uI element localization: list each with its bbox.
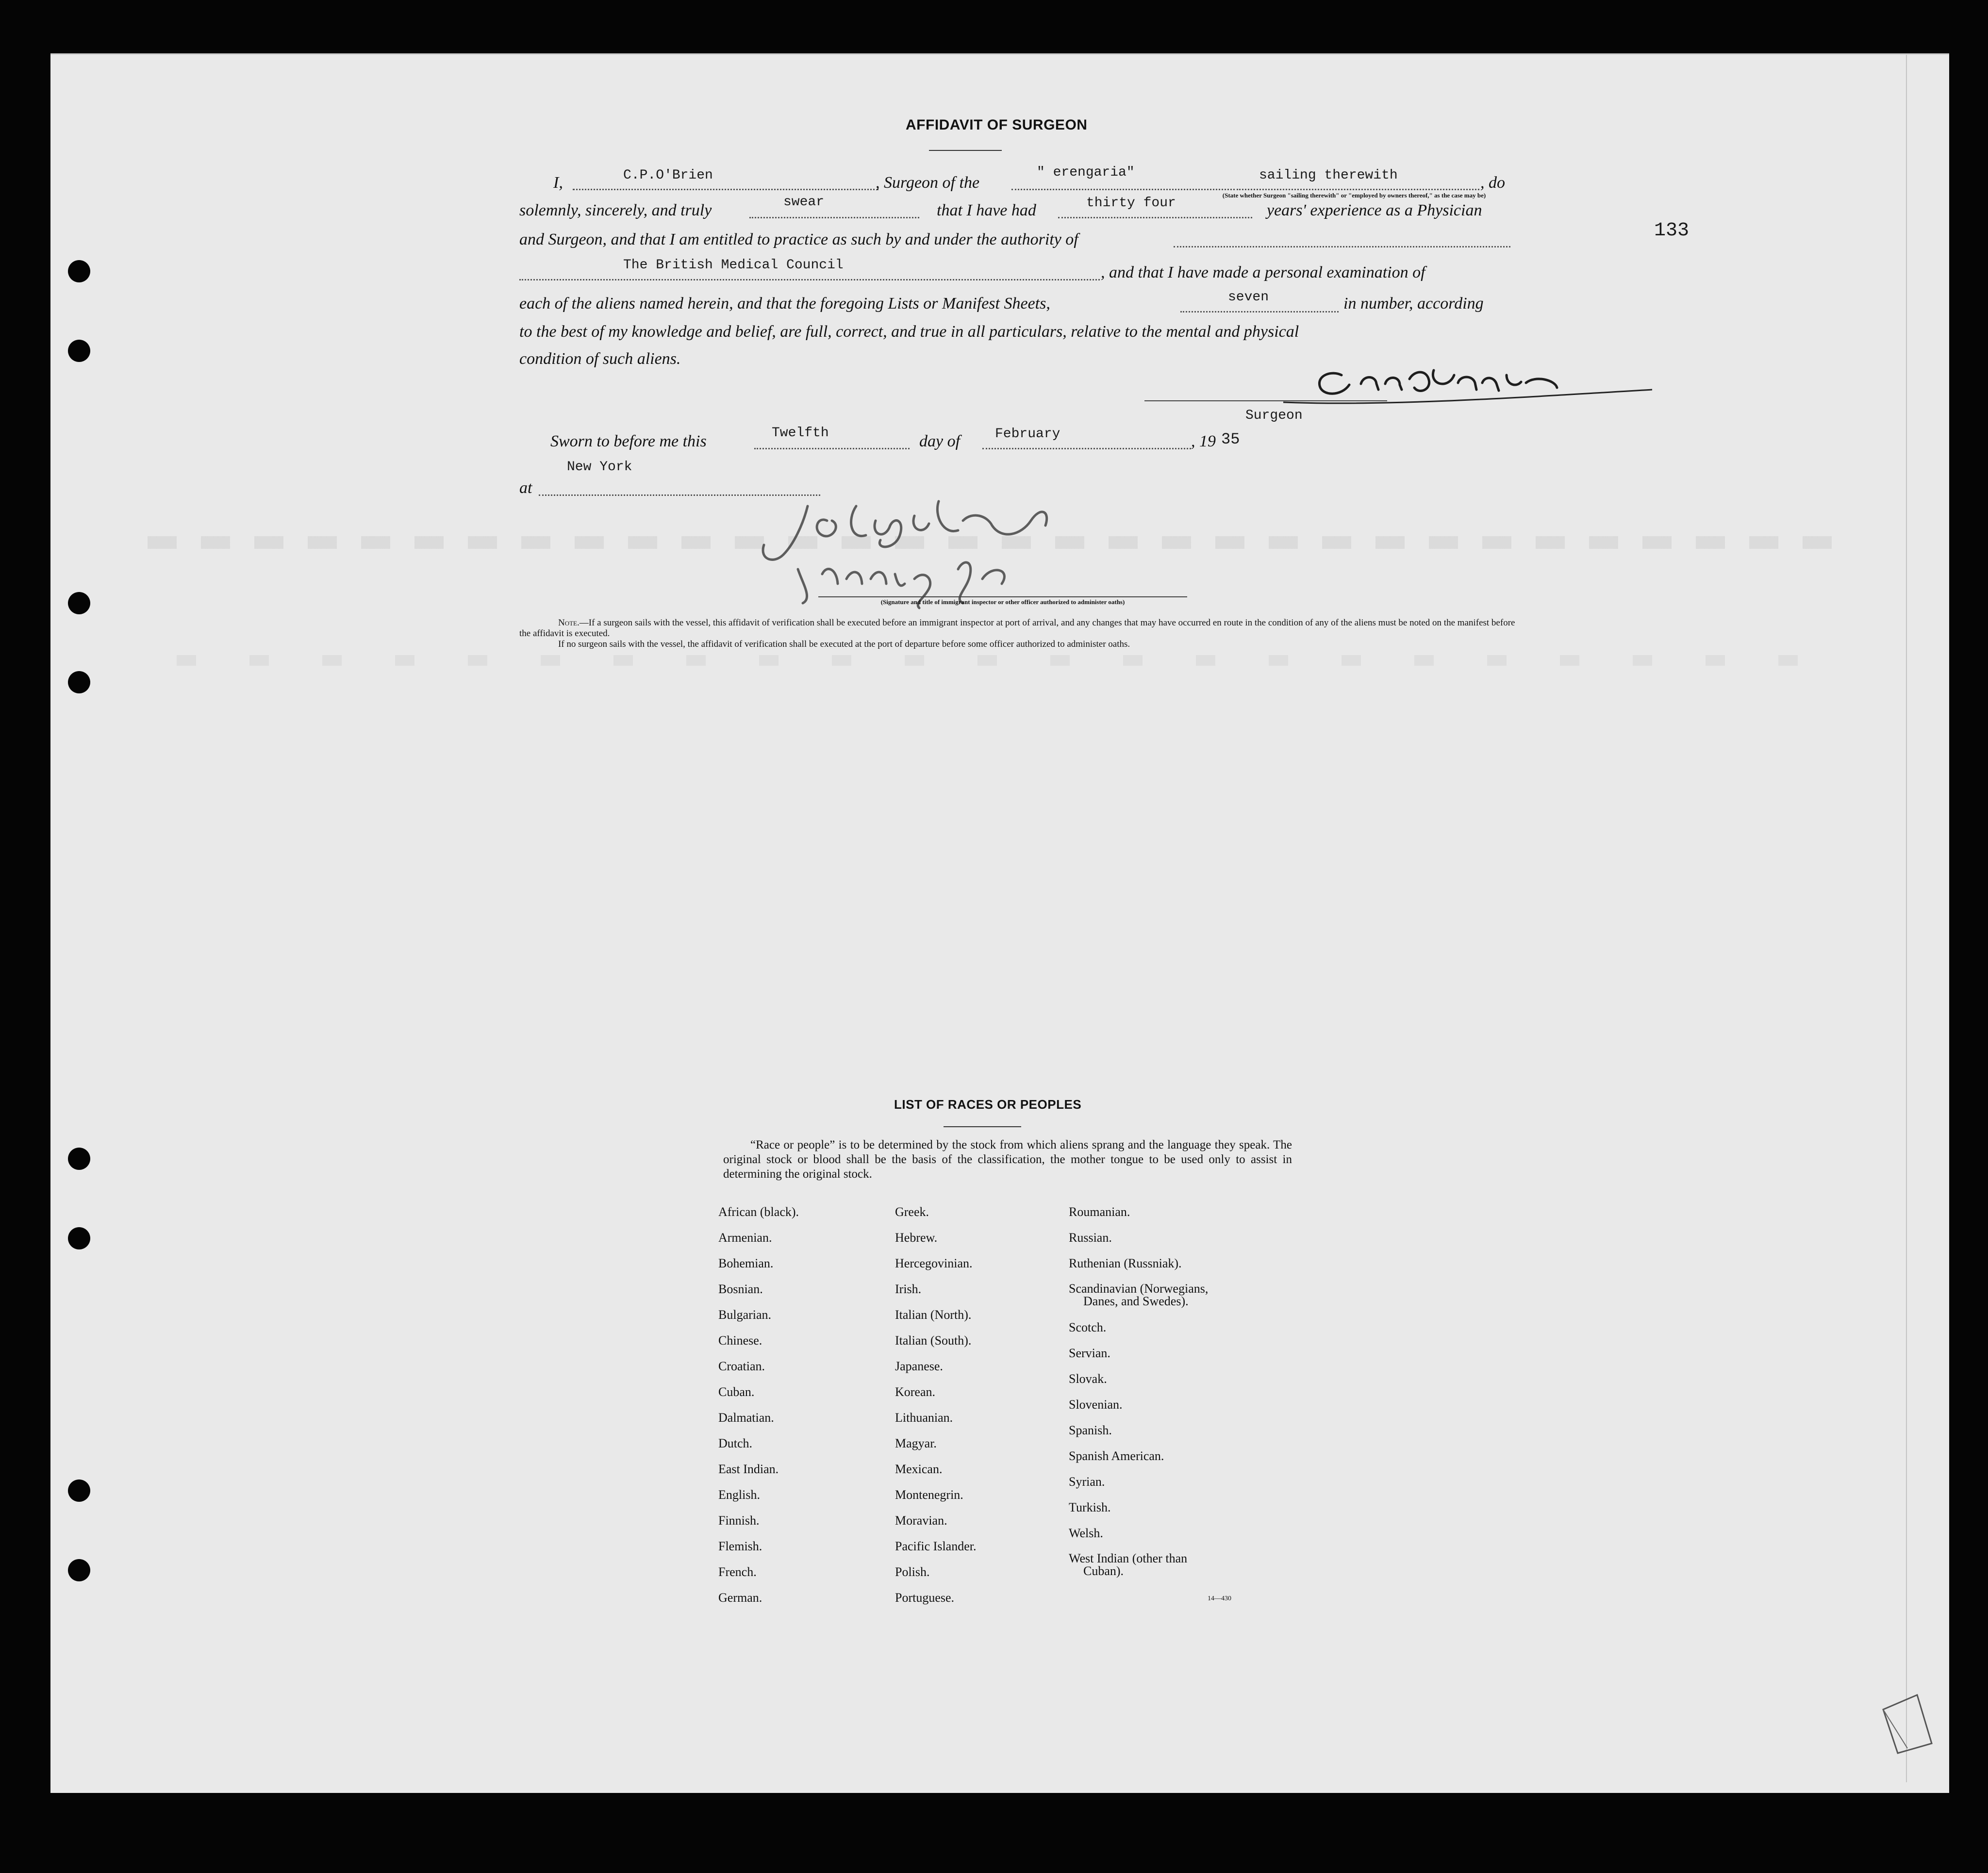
race-item: Bulgarian.: [718, 1308, 772, 1322]
sheets-value: seven: [1228, 290, 1269, 305]
races-intro: “Race or people” is to be determined by the stock from which aliens sprang and the language they speak. The original stock or blood shall be the basis of the classification, the mother tongue to be used only to assist in determining the original stock.: [723, 1138, 1292, 1181]
binder-hole: [68, 340, 90, 362]
binder-hole: [68, 1479, 90, 1502]
race-item: Lithuanian.: [895, 1411, 953, 1425]
race-item: Russian.: [1069, 1231, 1112, 1245]
years-value: thirty four: [1086, 196, 1176, 211]
corner-fold-mark: [1878, 1690, 1937, 1758]
page-number: 133: [1654, 220, 1690, 242]
affidavit-line4: , and that I have made a personal examination of: [1101, 263, 1425, 281]
years-experience: years' experience as a Physician: [1267, 201, 1482, 219]
race-item: Moravian.: [895, 1513, 947, 1528]
vessel-name: " erengaria": [1037, 165, 1135, 180]
officer-signature-line: [818, 596, 1187, 597]
month-line: [982, 448, 1191, 449]
race-item: Pacific Islander.: [895, 1539, 977, 1553]
race-item: Spanish American.: [1069, 1449, 1164, 1463]
binder-hole: [68, 1227, 90, 1249]
binder-hole: [68, 592, 90, 614]
years-line: [1058, 217, 1252, 218]
race-item: Magyar.: [895, 1436, 937, 1450]
race-item-line: Scandinavian (Norwegians,: [1069, 1282, 1209, 1296]
binder-hole: [68, 671, 90, 693]
race-item-line: West Indian (other than: [1069, 1551, 1188, 1565]
day-of: day of: [919, 432, 961, 450]
race-item: Dutch.: [718, 1436, 753, 1450]
race-item: Hercegovinian.: [895, 1256, 973, 1270]
affidavit-line5a: each of the aliens named herein, and that the foregoing Lists or Manifest Sheets,: [519, 295, 1050, 312]
race-item: Korean.: [895, 1385, 936, 1399]
affidavit-title: AFFIDAVIT OF SURGEON: [906, 117, 1088, 133]
authority-line-a: [1174, 246, 1510, 247]
race-item: [1069, 1276, 1208, 1314]
note-label: Note.: [558, 618, 580, 628]
race-item: East Indian.: [718, 1462, 779, 1476]
sailing-line: [1237, 189, 1479, 190]
race-item: Montenegrin.: [895, 1488, 963, 1502]
race-item: Flemish.: [718, 1539, 762, 1553]
year-prefix: , 19: [1191, 432, 1216, 450]
race-item: Slovak.: [1069, 1372, 1107, 1386]
race-item: Cuban.: [718, 1385, 755, 1399]
bleed-through-text: [177, 655, 1827, 666]
sheets-line: [1180, 311, 1339, 312]
document-page: [50, 53, 1949, 1793]
race-item: Turkish.: [1069, 1500, 1111, 1514]
race-item-line: Danes, and Swedes).: [1083, 1294, 1189, 1308]
race-item: Spanish.: [1069, 1423, 1112, 1437]
surgeon-name-line: [573, 189, 878, 190]
race-item: Syrian.: [1069, 1475, 1105, 1489]
affidavit-line5b: in number, according: [1343, 295, 1484, 312]
affidavit-line7: condition of such aliens.: [519, 350, 681, 368]
race-item: [1069, 1546, 1208, 1584]
race-item: Portuguese.: [895, 1591, 955, 1605]
at-label: at: [519, 479, 532, 497]
signature-line: [1144, 400, 1387, 401]
that-i-have-had: that I have had: [937, 201, 1036, 219]
race-item: Italian (North).: [895, 1308, 972, 1322]
race-item: Irish.: [895, 1282, 922, 1296]
races-column-2: [895, 1199, 977, 1610]
race-item: Japanese.: [895, 1359, 943, 1373]
race-item-line: Cuban).: [1083, 1564, 1124, 1578]
race-item: English.: [718, 1488, 760, 1502]
authority-value: The British Medical Council: [623, 258, 844, 273]
race-item: Italian (South).: [895, 1333, 972, 1347]
race-item: African (black).: [718, 1205, 799, 1219]
sailing-note: (State whether Surgeon "sailing therewith" or "employed by owners thereof," as the case may be): [1222, 192, 1486, 199]
affidavit-i: I,: [553, 174, 563, 192]
surgeon-label: Surgeon: [1245, 408, 1303, 423]
surgeon-signature: [1264, 356, 1652, 419]
binder-hole: [68, 260, 90, 282]
officer-caption: (Signature and title of immigrant inspector or other officer authorized to administer oaths): [880, 598, 1125, 606]
binder-hole: [68, 1148, 90, 1170]
affidavit-note: [519, 618, 1524, 639]
sworn-text: Sworn to before me this: [550, 432, 707, 450]
race-item: Finnish.: [718, 1513, 760, 1528]
binder-hole: [68, 1559, 90, 1581]
sworn-day: Twelfth: [772, 426, 829, 441]
race-item: Bosnian.: [718, 1282, 763, 1296]
vessel-line: [1011, 189, 1235, 190]
sworn-month: February: [995, 427, 1060, 442]
race-item: French.: [718, 1565, 757, 1579]
day-line: [754, 448, 910, 449]
race-item: Dalmatian.: [718, 1411, 774, 1425]
race-item: Greek.: [895, 1205, 929, 1219]
sailing-status: sailing therewith: [1259, 168, 1398, 183]
title-underline: [929, 150, 1002, 151]
race-item: Croatian.: [718, 1359, 765, 1373]
affidavit-do: , do: [1480, 174, 1505, 192]
note-text: —If a surgeon sails with the vessel, this affidavit of verification shall be executed before an immigrant inspector at port of arrival, and any changes that may have occurred en route in the condition of any of the aliens must be noted on the manifest before the affidavit is executed.: [519, 618, 1515, 639]
place-value: New York: [567, 460, 632, 475]
race-item: German.: [718, 1591, 762, 1605]
races-column-3: [1069, 1199, 1208, 1584]
surgeon-name: C.P.O'Brien: [623, 168, 713, 183]
affidavit-line6: to the best of my knowledge and belief, are full, correct, and true in all particulars, relative to the mental and physical: [519, 323, 1299, 341]
races-title-underline: [944, 1126, 1021, 1127]
race-item: Ruthenian (Russniak).: [1069, 1256, 1182, 1270]
race-item: Hebrew.: [895, 1231, 938, 1245]
races-column-1: [718, 1199, 799, 1610]
affidavit-solemnly: solemnly, sincerely, and truly: [519, 201, 712, 219]
race-item: Chinese.: [718, 1333, 762, 1347]
oath-value: swear: [783, 195, 825, 210]
affidavit-line3: and Surgeon, and that I am entitled to practice as such by and under the authority of: [519, 230, 1078, 248]
races-title: LIST OF RACES OR PEOPLES: [894, 1097, 1082, 1112]
race-item: Welsh.: [1069, 1526, 1103, 1540]
race-item: Mexican.: [895, 1462, 943, 1476]
officer-signature: [730, 487, 1167, 613]
race-item: Bohemian.: [718, 1256, 774, 1270]
race-item: Servian.: [1069, 1346, 1110, 1360]
race-item: Roumanian.: [1069, 1205, 1130, 1219]
fold-line: [1906, 55, 1907, 1782]
race-item: Polish.: [895, 1565, 930, 1579]
surgeon-of-the: , Surgeon of the: [876, 174, 980, 192]
oath-line: [749, 217, 919, 218]
race-item: Slovenian.: [1069, 1397, 1123, 1412]
race-item: Armenian.: [718, 1231, 772, 1245]
sworn-year: 35: [1221, 430, 1240, 448]
affidavit-note-2: If no surgeon sails with the vessel, the affidavit of verification shall be executed at the port of departure before some officer authorized to administer oaths.: [558, 639, 1130, 649]
form-number: 14—430: [1208, 1595, 1231, 1602]
authority-line-b: [519, 279, 1100, 280]
race-item: Scotch.: [1069, 1320, 1107, 1334]
